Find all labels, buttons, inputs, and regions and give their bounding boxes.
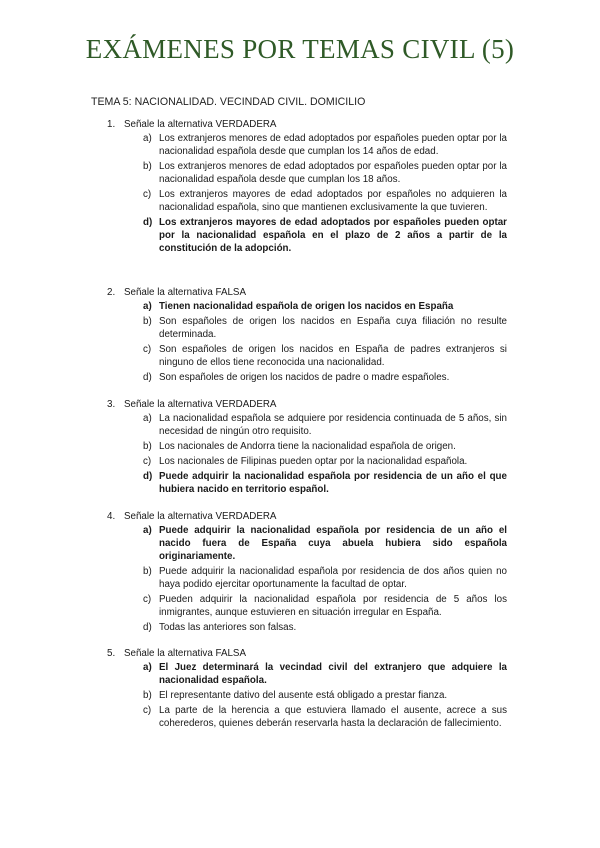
option-item-answer xyxy=(143,524,507,563)
option-letter: b) xyxy=(143,161,152,172)
option-text: Son españoles de origen los nacidos en España de padres extranjeros si ninguno de ellos tiene reconocida una nacionalidad. xyxy=(159,344,507,368)
document-title: EXÁMENES POR TEMAS CIVIL (5) xyxy=(85,34,515,64)
option-letter: a) xyxy=(143,133,152,144)
option-list xyxy=(107,132,507,255)
option-list xyxy=(107,524,507,634)
question-prompt: Señale la alternativa VERDADERA xyxy=(124,399,277,410)
option-text: Puede adquirir la nacionalidad española por residencia de un año el nacido fuera de España cuya abuela hubiera sido española originariamente. xyxy=(159,525,507,562)
question-block xyxy=(107,510,507,636)
option-item xyxy=(143,371,507,384)
option-text: Son españoles de origen los nacidos de padre o madre españoles. xyxy=(159,372,450,383)
option-item xyxy=(143,704,507,730)
option-text: La parte de la herencia a que estuviera llamado el ausente, acrece a sus coherederos, quienes deberán reservarla hasta la declaración de fallecimiento. xyxy=(159,705,507,729)
option-text: Los extranjeros mayores de edad adoptados por españoles no adquieren la nacionalidad española, sino que mantienen exclusivamente la que tuvieren. xyxy=(159,189,507,213)
option-item xyxy=(143,689,507,702)
question-header xyxy=(107,647,507,660)
option-text: Tienen nacionalidad española de origen los nacidos en España xyxy=(159,301,454,312)
question-block xyxy=(107,118,507,257)
option-item-answer xyxy=(143,300,507,313)
option-item xyxy=(143,343,507,369)
option-item xyxy=(143,412,507,438)
option-letter: b) xyxy=(143,316,152,327)
option-item-answer xyxy=(143,470,507,496)
option-letter: b) xyxy=(143,441,152,452)
option-text: El representante dativo del ausente está obligado a prestar fianza. xyxy=(159,690,448,701)
option-letter: a) xyxy=(143,662,152,673)
question-prompt: Señale la alternativa VERDADERA xyxy=(124,511,277,522)
option-text: Puede adquirir la nacionalidad española por residencia de un año el que hubiera nacido en territorio español. xyxy=(159,471,507,495)
option-text: Todas las anteriores son falsas. xyxy=(159,622,297,633)
option-item xyxy=(143,188,507,214)
option-item-answer xyxy=(143,216,507,255)
section-heading: TEMA 5: NACIONALIDAD. VECINDAD CIVIL. DOMICILIO xyxy=(91,96,366,108)
option-item xyxy=(143,315,507,341)
option-list xyxy=(107,412,507,496)
question-prompt: Señale la alternativa FALSA xyxy=(124,287,246,298)
question-header xyxy=(107,286,507,299)
option-item xyxy=(143,132,507,158)
option-item xyxy=(143,160,507,186)
option-letter: c) xyxy=(143,456,152,467)
option-letter: b) xyxy=(143,566,152,577)
question-number: 4. xyxy=(107,511,116,522)
question-number: 5. xyxy=(107,648,116,659)
option-text: Son españoles de origen los nacidos en España cuya filiación no resulte determinada. xyxy=(159,316,507,340)
option-item xyxy=(143,455,507,468)
option-letter: d) xyxy=(143,217,153,228)
question-block xyxy=(107,647,507,732)
option-letter: b) xyxy=(143,690,152,701)
option-text: Puede adquirir la nacionalidad española por residencia de dos años quien no haya podido ejercitar oportunamente la facultad de optar. xyxy=(159,566,507,590)
option-text: Los nacionales de Andorra tiene la nacionalidad española de origen. xyxy=(159,441,456,452)
question-block xyxy=(107,286,507,386)
option-list xyxy=(107,300,507,384)
option-letter: d) xyxy=(143,622,152,633)
option-text: Pueden adquirir la nacionalidad española por residencia de 5 años los inmigrantes, aunque estuvieren en situación irregular en España. xyxy=(159,594,507,618)
option-letter: c) xyxy=(143,344,152,355)
option-letter: c) xyxy=(143,189,152,200)
question-prompt: Señale la alternativa VERDADERA xyxy=(124,119,277,130)
option-item xyxy=(143,593,507,619)
option-item xyxy=(143,565,507,591)
option-item xyxy=(143,440,507,453)
question-header xyxy=(107,510,507,523)
question-number: 2. xyxy=(107,287,116,298)
option-letter: a) xyxy=(143,301,152,312)
question-block xyxy=(107,398,507,498)
option-letter: c) xyxy=(143,594,152,605)
option-list xyxy=(107,661,507,730)
option-letter: c) xyxy=(143,705,152,716)
option-item xyxy=(143,621,507,634)
option-text: Los extranjeros mayores de edad adoptados por españoles pueden optar por la nacionalidad española en el plazo de 2 años a partir de la constitución de la adopción. xyxy=(159,217,507,254)
option-letter: d) xyxy=(143,372,152,383)
option-letter: d) xyxy=(143,471,153,482)
question-prompt: Señale la alternativa FALSA xyxy=(124,648,246,659)
option-text: La nacionalidad española se adquiere por residencia continuada de 5 años, sin necesidad de ningún otro requisito. xyxy=(159,413,507,437)
option-text: Los extranjeros menores de edad adoptados por españoles pueden optar por la nacionalidad española desde que cumplan los 18 años. xyxy=(159,161,507,185)
question-header xyxy=(107,118,507,131)
option-letter: a) xyxy=(143,413,152,424)
question-number: 3. xyxy=(107,399,116,410)
option-item-answer xyxy=(143,661,507,687)
option-letter: a) xyxy=(143,525,152,536)
question-header xyxy=(107,398,507,411)
question-number: 1. xyxy=(107,119,116,130)
option-text: Los extranjeros menores de edad adoptados por españoles pueden optar por la nacionalidad española desde que cumplan los 14 años de edad. xyxy=(159,133,507,157)
option-text: El Juez determinará la vecindad civil del extranjero que adquiere la nacionalidad española. xyxy=(159,662,507,686)
option-text: Los nacionales de Filipinas pueden optar por la nacionalidad española. xyxy=(159,456,468,467)
